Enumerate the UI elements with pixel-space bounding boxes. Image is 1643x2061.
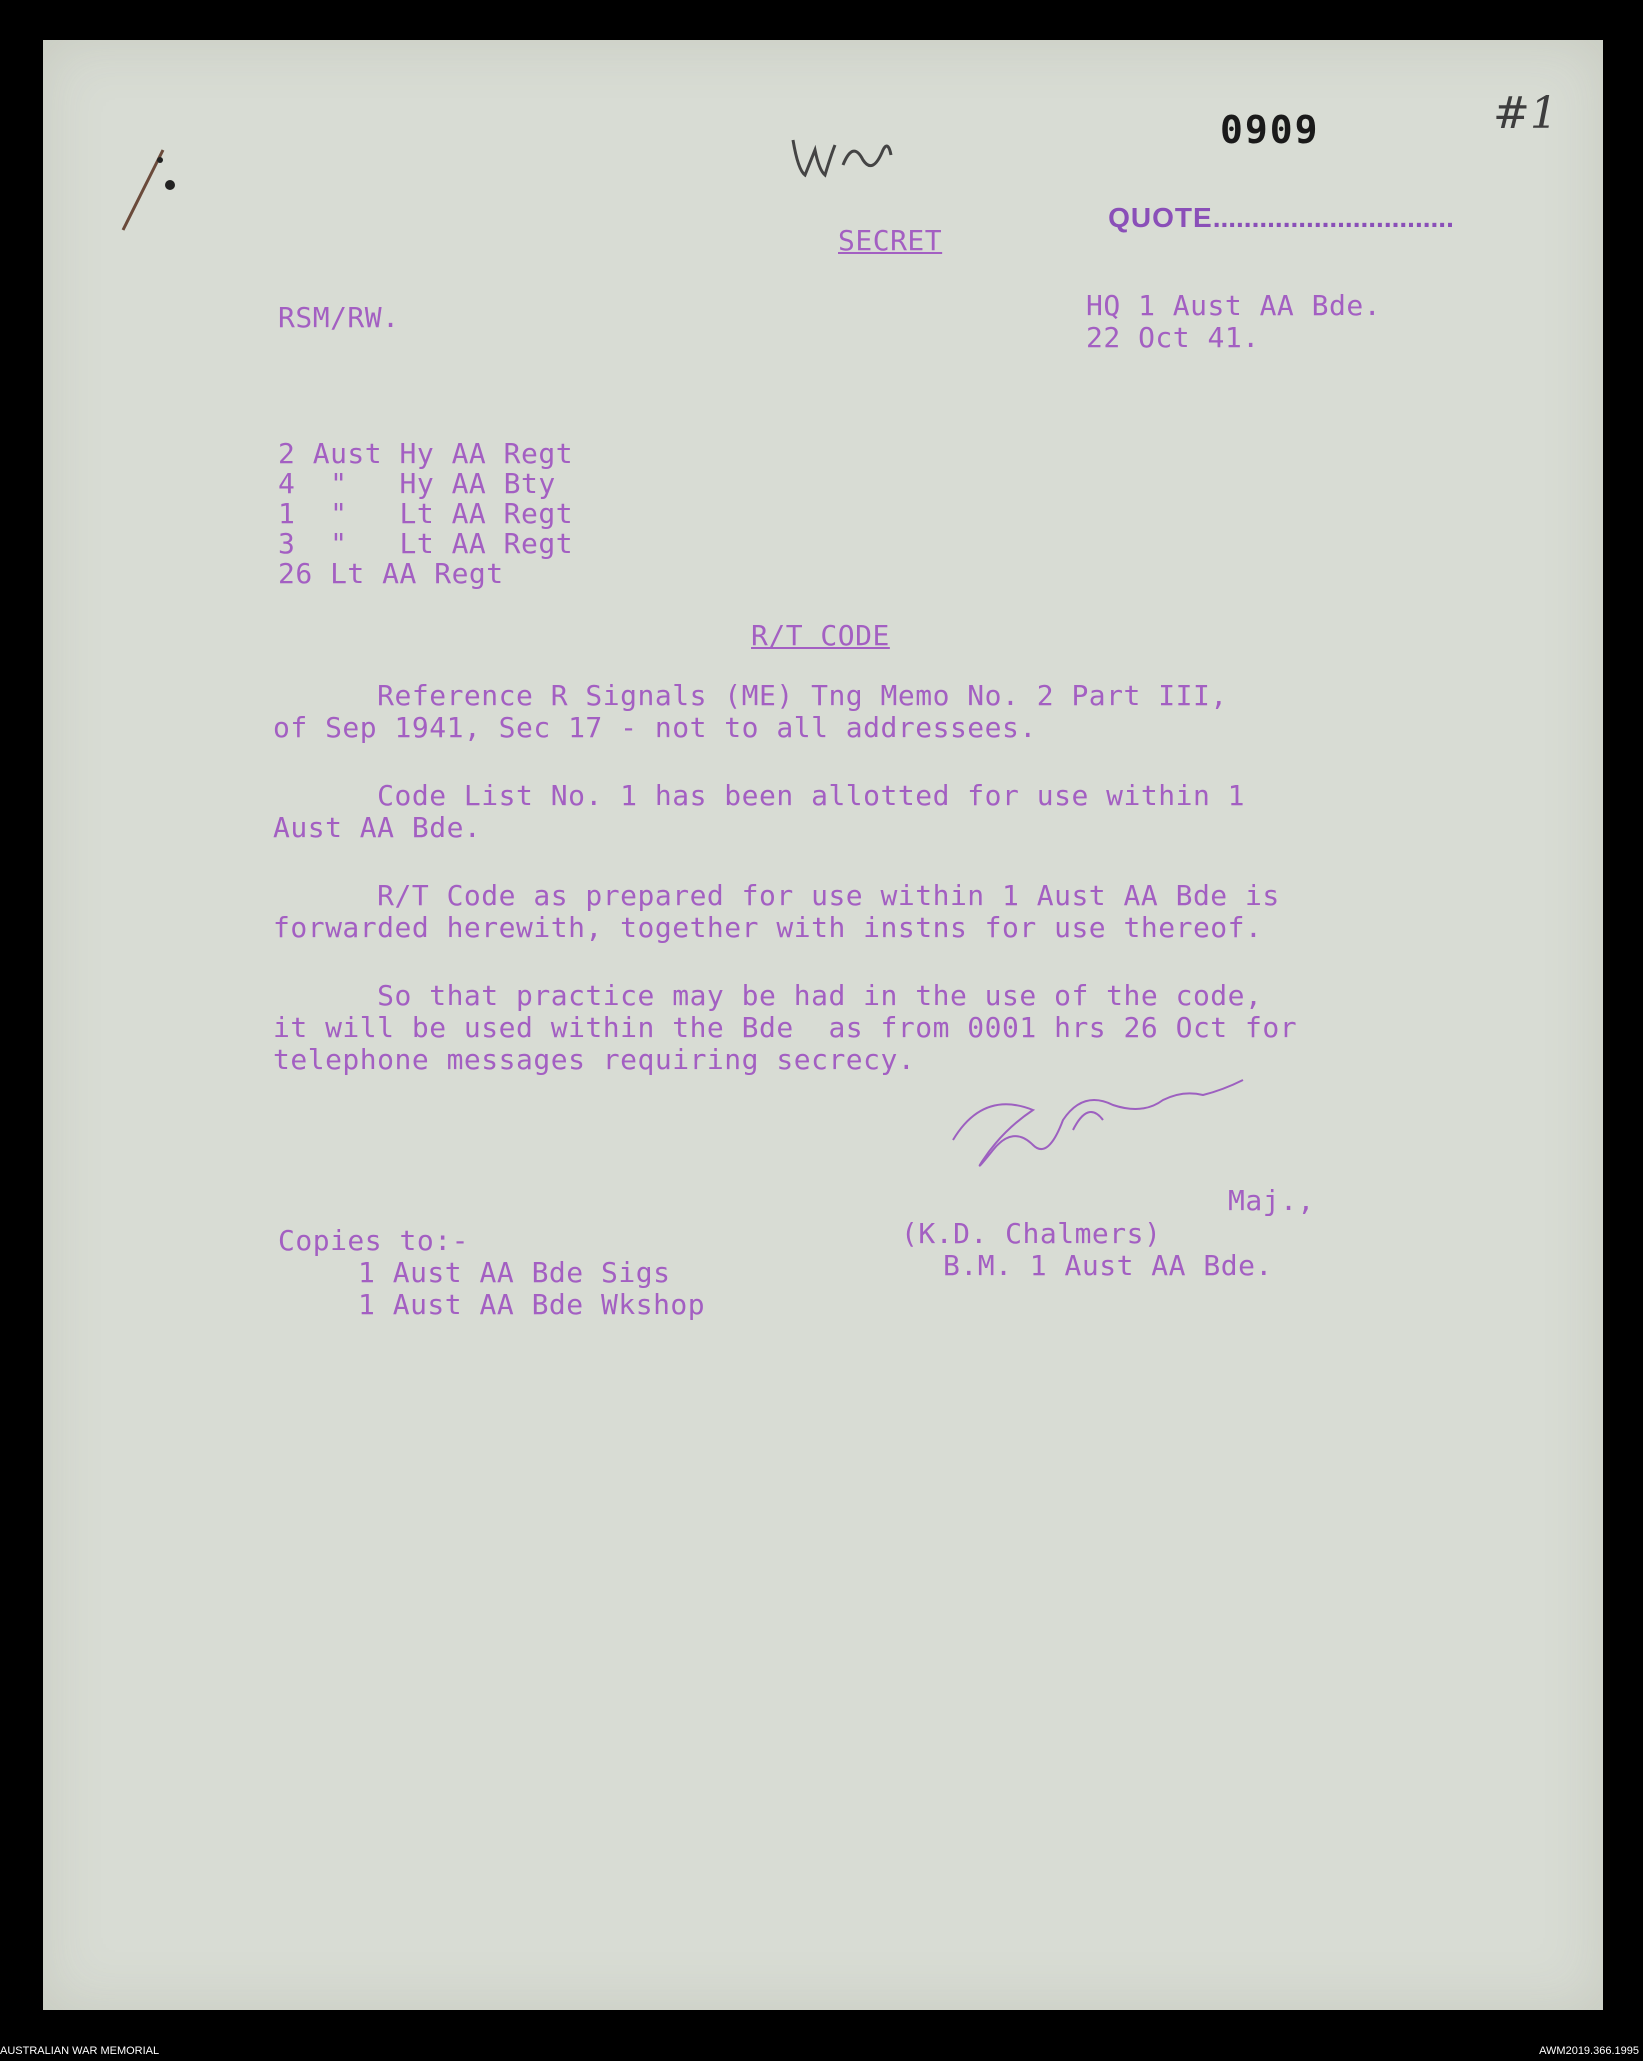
classification: SECRET [838, 224, 943, 257]
paragraph-3-line-1: R/T Code as prepared for use within 1 Aust AA Bde is [273, 879, 1280, 912]
footer-left: AUSTRALIAN WAR MEMORIAL [0, 2045, 160, 2057]
paragraph-1-line-2: of Sep 1941, Sec 17 - not to all addressees. [273, 711, 1037, 744]
paragraph-4-line-1: So that practice may be had in the use of the code, [273, 979, 1263, 1012]
signatory-rank: Maj., [1228, 1184, 1315, 1217]
file-number-stamp: 0909 [1220, 108, 1320, 152]
signatory-name: (K.D. Chalmers) [901, 1217, 1162, 1250]
copies-label: Copies to:- [278, 1224, 469, 1257]
footer-right: AWM2019.366.1995 [1539, 2045, 1639, 2057]
pencil-mark [108, 130, 208, 250]
reference-code: RSM/RW. [278, 301, 400, 334]
paragraph-2-line-1: Code List No. 1 has been allotted for use within 1 [273, 779, 1246, 812]
quote-stamp: QUOTE............................... [1108, 202, 1454, 233]
origin-line-2: 22 Oct 41. [1086, 321, 1260, 354]
addressee-5: 26 Lt AA Regt [278, 557, 504, 590]
paragraph-3-line-2: forwarded herewith, together with instns for use thereof. [273, 911, 1263, 944]
copy-recipient-2: 1 Aust AA Bde Wkshop [358, 1288, 706, 1321]
corner-folio-mark: #1 [1493, 88, 1558, 139]
quote-label: QUOTE [1108, 202, 1213, 233]
addressee-4: 3 " Lt AA Regt [278, 527, 574, 560]
handwritten-initials [783, 120, 923, 200]
origin-line-1: HQ 1 Aust AA Bde. [1086, 289, 1382, 322]
document-page [43, 40, 1603, 2010]
copy-recipient-1: 1 Aust AA Bde Sigs [358, 1256, 671, 1289]
addressee-1: 2 Aust Hy AA Regt [278, 437, 574, 470]
signatory-title: B.M. 1 Aust AA Bde. [943, 1249, 1273, 1282]
paragraph-4-line-3: telephone messages requiring secrecy. [273, 1043, 916, 1076]
paragraph-1-line-1: Reference R Signals (ME) Tng Memo No. 2 Part III, [273, 679, 1228, 712]
paragraph-4-line-2: it will be used within the Bde as from 0001 hrs 26 Oct for [273, 1011, 1298, 1044]
addressee-3: 1 " Lt AA Regt [278, 497, 574, 530]
addressee-2: 4 " Hy AA Bty [278, 467, 556, 500]
paragraph-2-line-2: Aust AA Bde. [273, 811, 482, 844]
signature [923, 1050, 1253, 1190]
subject-heading: R/T CODE [751, 619, 890, 652]
